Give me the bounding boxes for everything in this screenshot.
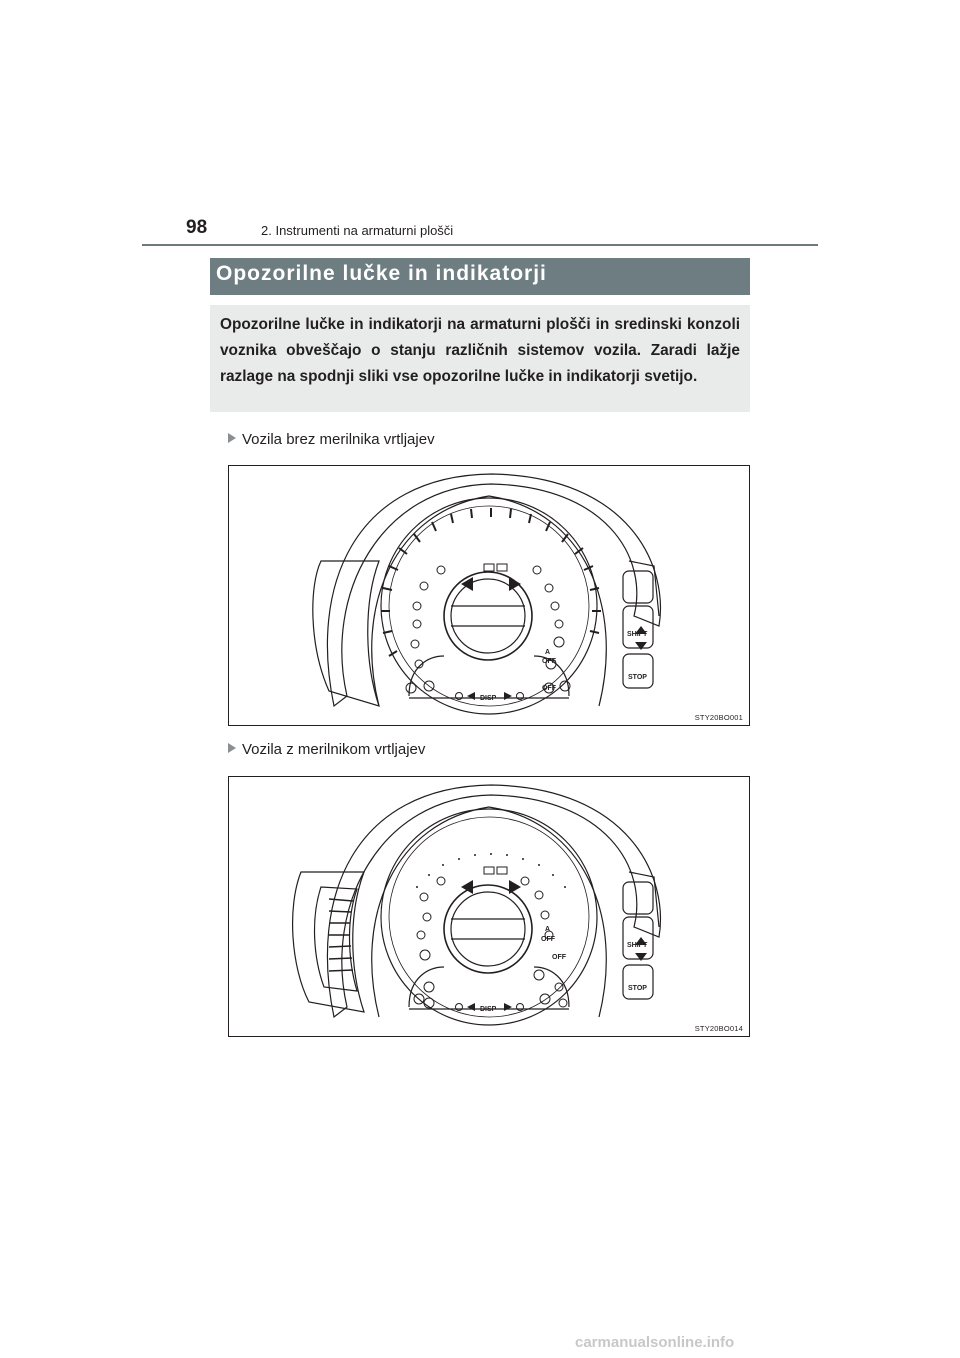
intro-text: Opozorilne lučke in indikatorji na armaturni plošči in sredinski konzoli voznika obveščajo o stanju različnih sistemov vozila. Zaradi lažje razlage na spodnji sliki vse opozorilne lučke in indikatorji svetijo. <box>220 316 740 385</box>
figure-caption-1 <box>228 431 435 448</box>
stop-label: STOP <box>628 985 647 992</box>
icon-off-label-1: OFF <box>542 658 556 665</box>
icon-off-label-1: OFF <box>541 936 555 943</box>
shift-label: SHIFT <box>627 942 648 949</box>
header-rule <box>142 244 818 246</box>
disp-label: DISP <box>480 695 497 702</box>
caption-text: Vozila brez merilnika vrtljajev <box>242 431 435 448</box>
bullet-triangle-icon <box>228 743 236 753</box>
page-number: 98 <box>186 217 208 238</box>
icon-a-label: A <box>545 926 551 933</box>
shift-label: SHIFT <box>627 631 648 638</box>
page-title: Opozorilne lučke in indikatorji <box>216 262 547 285</box>
intro-box <box>210 305 750 412</box>
figure-2 <box>228 776 750 1037</box>
icon-a-label: A <box>545 649 551 656</box>
figure-caption-2 <box>228 741 425 758</box>
disp-label: DISP <box>480 1006 497 1013</box>
figure-code: STY20BO014 <box>694 1024 743 1033</box>
section-title: 2. Instrumenti na armaturni plošči <box>261 223 454 238</box>
figure-1 <box>228 465 750 726</box>
caption-text: Vozila z merilnikom vrtljajev <box>242 741 426 758</box>
icon-off-label-2: OFF <box>542 685 556 692</box>
instrument-cluster-illustration-1 <box>229 466 749 725</box>
title-bar <box>210 258 750 295</box>
stop-label: STOP <box>628 674 647 681</box>
icon-off-label-2: OFF <box>552 954 566 961</box>
figure-code: STY20BO001 <box>694 713 743 722</box>
instrument-cluster-illustration-2 <box>229 777 749 1036</box>
watermark: carmanualsonline.info <box>575 1334 735 1351</box>
bullet-triangle-icon <box>228 433 236 443</box>
